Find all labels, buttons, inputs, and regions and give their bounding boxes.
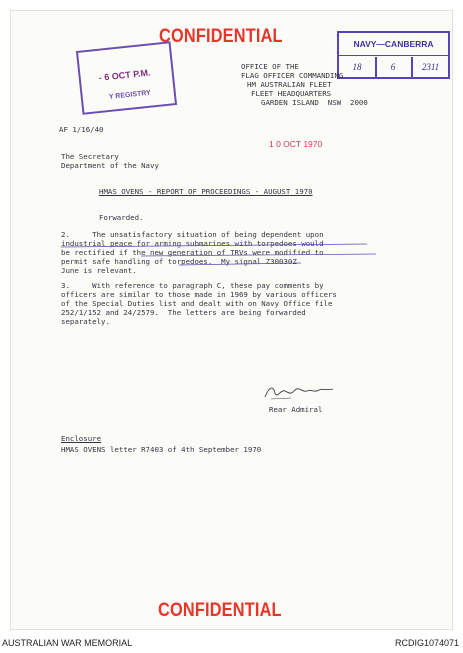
- paragraph-line: of the Special Duties list and dealt with on Navy Office file: [61, 299, 333, 308]
- paragraph-line: 252/1/152 and 24/2579. The letters are being forwarded: [61, 308, 306, 317]
- paragraph-line: be rectified if the new generation of TRVs were modified to: [61, 248, 324, 257]
- navy-stamp-cell-number: 2311: [421, 62, 440, 72]
- registry-stamp-date: - 6 OCT P.M.: [98, 67, 151, 83]
- paragraph-line: permit safe handling of torpedoes. My signal Z30030Z: [61, 257, 297, 266]
- enclosure-item: HMAS OVENS letter R7403 of 4th September 1970: [61, 445, 262, 454]
- document-page: [10, 10, 453, 630]
- paragraph-line: June is relevant.: [61, 266, 137, 275]
- paragraph-line: industrial peace for arming submarines with torpedoes would: [61, 239, 324, 248]
- address-line: GARDEN ISLAND NSW 2000: [261, 98, 368, 107]
- addressee-line: The Secretary: [61, 152, 119, 161]
- footer-record-id: RCDIG1074071: [394, 638, 459, 648]
- footer-source: AUSTRALIAN WAR MEMORIAL: [2, 638, 133, 648]
- address-line: FLAG OFFICER COMMANDING: [241, 71, 344, 80]
- addressee-line: Department of the Navy: [61, 161, 159, 170]
- enclosure-heading: Enclosure: [61, 434, 102, 443]
- forwarded-line: Forwarded.: [99, 213, 144, 222]
- navy-stamp-title: NAVY—CANBERRA: [339, 33, 448, 56]
- received-date-stamp: 1 0 OCT 1970: [269, 139, 323, 149]
- navy-stamp-cell-day: 18: [352, 62, 362, 72]
- file-reference: AF 1/16/40: [59, 125, 104, 134]
- navy-stamp-cell-month: 6: [390, 62, 396, 72]
- address-line: FLEET HEADQUARTERS: [251, 89, 332, 98]
- subject-line: HMAS OVENS - REPORT OF PROCEEDINGS - AUGUST 1970: [99, 187, 313, 196]
- classification-top: CONFIDENTIAL: [159, 26, 283, 47]
- handwritten-signature: [261, 381, 341, 403]
- paragraph-line: officers are similar to those made in 1969 by various officers: [61, 290, 337, 299]
- paragraph-line: 3. With reference to paragraph C, these pay comments by: [61, 281, 324, 290]
- classification-bottom: CONFIDENTIAL: [158, 600, 282, 621]
- address-line: HM AUSTRALIAN FLEET: [247, 80, 332, 89]
- registry-stamp-label: Y REGISTRY: [108, 89, 152, 101]
- address-line: OFFICE OF THE: [241, 62, 299, 71]
- paragraph-line: 2. The unsatisfactory situation of being dependent upon: [61, 230, 324, 239]
- signature-title: Rear Admiral: [269, 405, 323, 414]
- paragraph-line: separately.: [61, 317, 110, 326]
